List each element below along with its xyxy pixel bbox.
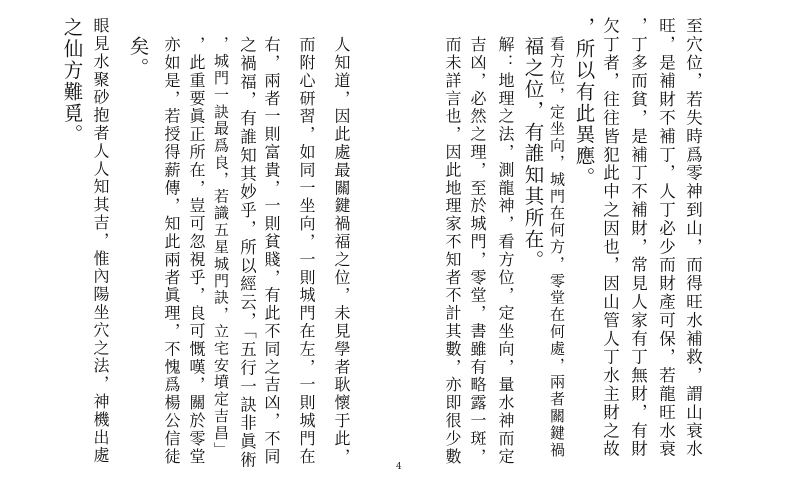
page-number: 4 — [396, 462, 402, 472]
text-column: 之仙方難覓。 — [60, 17, 84, 146]
text-column: ，城門一訣最爲良，若識五星城門訣，立宅安墳定吉昌」 — [212, 36, 230, 459]
text-column: 解：地理之法，測龍神，看方位，定坐向，量水神而定 — [496, 36, 515, 466]
text-column: ，此重要眞正所在，豈可忽視乎，良可慨嘆，關於零堂 — [187, 36, 206, 466]
text-column: 吉凶，必然之理，至於城門，零堂，書雖有略露一斑， — [468, 36, 487, 466]
text-column: 而附心研習，如同一坐向，一則城門在左，一則城門在 — [297, 36, 316, 466]
text-column: 看方位，定坐向，城門在何方，零堂在何處，兩者關鍵禍 — [548, 36, 566, 459]
text-column: 人知道，因此處最關鍵禍福之位，未見學者耿懷于此， — [332, 36, 351, 466]
left-page — [0, 0, 396, 497]
right-page — [397, 0, 793, 497]
text-column: 至穴位，若失時爲零神到山，而得旺水補救，謂山衰水 — [683, 17, 703, 459]
text-column: 眼見水聚砂抱者人人知其吉，惟內陽坐穴之法，神機出處 — [91, 17, 110, 465]
text-column: 右，兩者一則富貴，一則貧賤，有此不同之吉凶，不同 — [262, 36, 281, 466]
text-column: 亦如是，若授得薪傳，知此兩者眞理，不愧爲楊公信徒 — [162, 36, 181, 466]
text-column: ，所以有此異應。 — [572, 17, 596, 189]
text-column: 而未詳言也，因此地理家不知者不計其數，亦即很少數 — [443, 36, 462, 466]
text-column: 之禍福，有誰知其妙乎，所以經云，「五行一訣非眞術 — [237, 36, 257, 470]
text-column: 矣。 — [126, 36, 150, 79]
text-column: 旺，是補財不補丁，人丁必少而財產可保，若龍旺水衰 — [656, 17, 676, 459]
text-column: 福之位，有誰知其所在。 — [521, 36, 545, 272]
text-column: ，丁多而貧，是補丁不補財，常見人家有丁無財，有財 — [628, 17, 648, 459]
text-column: 欠丁者，往往皆犯此中之因也，因山管人丁水主財之故 — [600, 17, 620, 459]
